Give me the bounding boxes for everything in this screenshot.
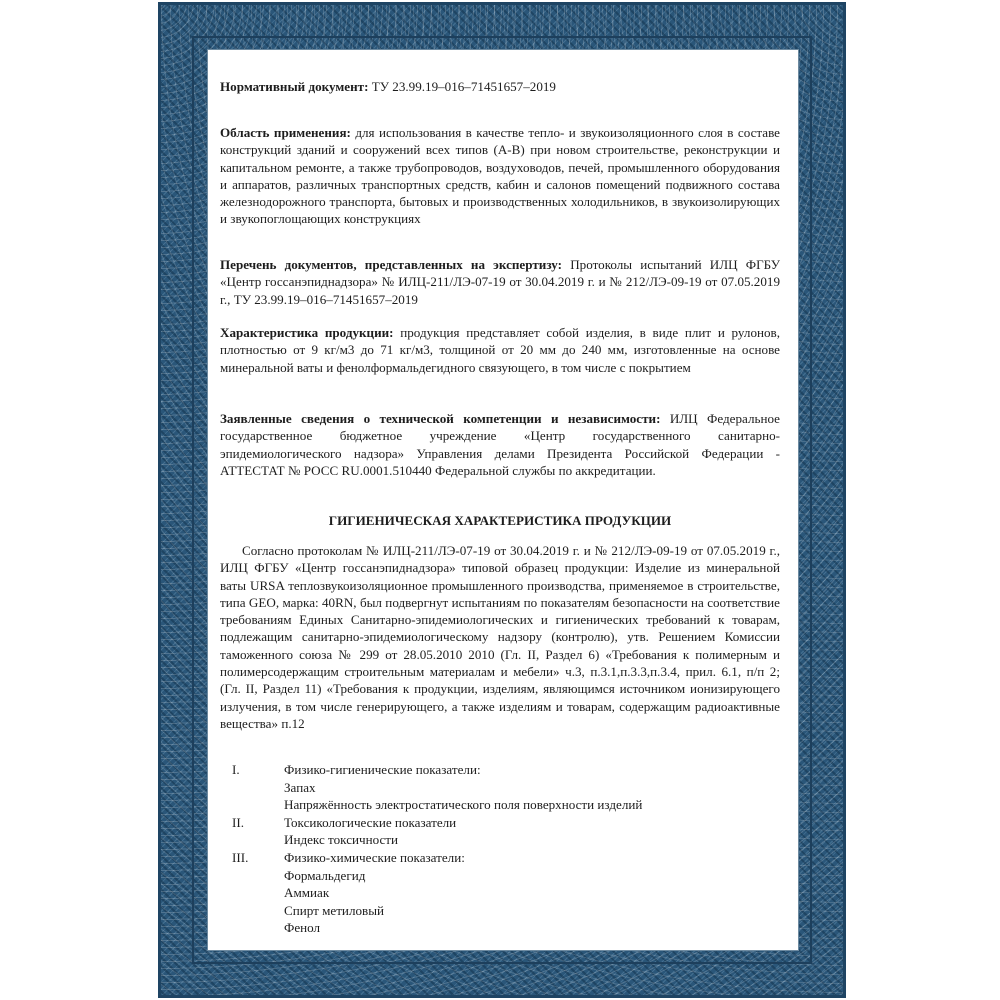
group-number: III. xyxy=(232,849,249,865)
characteristics-value: продукция представляет собой изделия, в виде плит и рулонов, плотностью от 9 кг/м3 до 71 кг/м3, толщиной от 20 мм до 240 мм, изготовленные на основе минеральной ваты и фенолформальдегидного связующего, в том числе с покрытием xyxy=(220,325,780,375)
group-title: Физико-химические показатели: xyxy=(284,849,465,865)
group-number: I. xyxy=(232,762,240,777)
competence-info xyxy=(220,410,780,479)
group-title: Физико-гигиенические показатели: xyxy=(284,762,481,777)
indicator-item: Запах xyxy=(284,779,316,795)
normative-document xyxy=(220,78,780,95)
competence-label: Заявленные сведения о технической компетенции и независимости: xyxy=(220,411,661,426)
indicator-item: Спирт метиловый xyxy=(284,902,385,918)
indicators-list xyxy=(232,761,780,937)
submitted-documents xyxy=(220,256,780,308)
indicator-group-heading xyxy=(232,849,780,867)
indicator-item: Формальдегид xyxy=(284,867,366,883)
section-title: ГИГИЕНИЧЕСКАЯ ХАРАКТЕРИСТИКА ПРОДУКЦИИ xyxy=(328,513,672,528)
hygienic-body-text: Согласно протоколам № ИЛЦ-211/ЛЭ-07-19 от 30.04.2019 г. и № 212/ЛЭ-09-19 от 07.05.2019 г., ИЛЦ ФГБУ «Центр госсанэпиднадзора» типовой образец продукции: Изделие из минеральной ваты URSA теплозвукоизоляционное промышленного производства, применяемое в строительстве, типа GEO, марка: 40RN, был подвергнут испытаниям по показателям безопасности на соответствие требованиям Единых Санитарно-эпидемиологических и гигиенических требований к товарам, подлежащим санитарно-эпидемиологическому надзору (контролю), утв. Решением Комиссии таможенного союза № 299 от 28.05.2010 2010 (Гл. II, Раздел 6) «Требования к полимерным и полимерсодержащим строительным материалам и мебели» ч.3, п.3.1,п.3.3,п.3.4, прил. 6.1, п/п 2; (Гл. II, Раздел 11) «Требования к продукции, изделиям, являющимся источником ионизирующего излучения, в том числе генерирующего, а также изделиям и товарам, содержащим радиоактивные вещества» п.12 xyxy=(220,543,780,731)
characteristics-label: Характеристика продукции: xyxy=(220,325,394,340)
application-area xyxy=(220,124,780,228)
group-number: II. xyxy=(232,814,244,830)
documents-label: Перечень документов, представленных на экспертизу: xyxy=(220,257,563,272)
group-title: Токсикологические показатели xyxy=(284,814,457,830)
area-value: для использования в качестве тепло- и звукоизоляционного слоя в составе конструкций зданий и сооружений всех типов (А-В) при новом строительстве, реконструкции и капитальном ремонте, а также трубопроводов, воздуховодов, печей, промышленного оборудования и аппаратов, различных транспортных средств, кабин и салонов помещений подвижного состава железнодорожного транспорта, бытовых и производственных холодильников, в звукоизолирующих и звукопоглощающих конструкциях xyxy=(220,125,780,227)
area-label: Область применения: xyxy=(220,125,351,140)
indicator-item: Фенол xyxy=(284,920,321,936)
indicator-group-heading xyxy=(232,814,780,832)
indicator-item: Напряжённость электростатического поля поверхности изделий xyxy=(284,797,643,813)
competence-value: ИЛЦ Федеральное государственное бюджетное учреждение «Центр государственного санитарно-эпидемиологического надзора» Управления делами Президента Российской Федерации - АТТЕСТАТ № РОСС RU.0001.510440 Федеральной службы по аккредитации. xyxy=(220,411,780,478)
normative-label: Нормативный документ: xyxy=(220,79,369,94)
indicator-group-heading xyxy=(232,761,780,779)
normative-value: ТУ 23.99.19–016–71451657–2019 xyxy=(368,79,556,94)
product-characteristics xyxy=(220,324,780,376)
document-sheet xyxy=(208,50,798,950)
indicator-item: Аммиак xyxy=(284,885,330,901)
indicator-item: Индекс токсичности xyxy=(284,832,399,848)
documents-value: Протоколы испытаний ИЛЦ ФГБУ «Центр госсанэпиднадзора» № ИЛЦ-211/ЛЭ-07-19 от 30.04.2019 г. и № 212/ЛЭ-09-19 от 07.05.2019 г., ТУ 23.99.19–016–71451657–2019 xyxy=(220,257,781,307)
